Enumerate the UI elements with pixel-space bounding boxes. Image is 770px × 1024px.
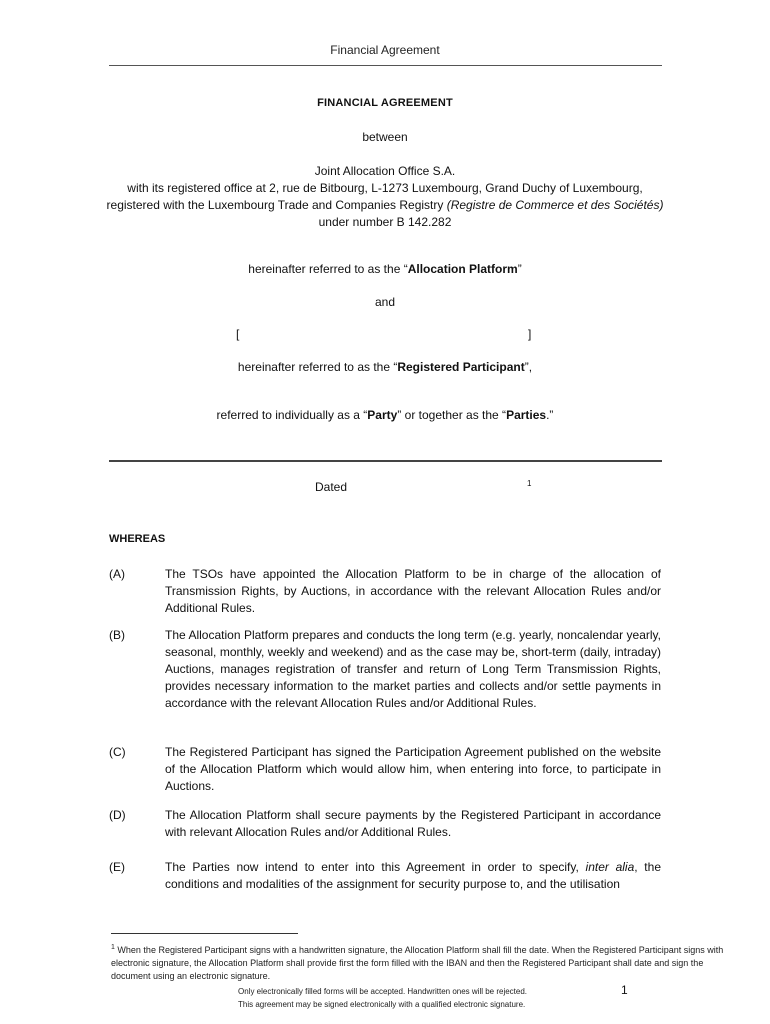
recital-b-text: The Allocation Platform prepares and conducts the long term (e.g. yearly, noncalendar yearly, seasonal, monthly, weekly and weekend) and as the case may be, short-term (daily, intraday) Auctions, manages registration of transfer and return of Long Term Transmission Rights, provides necessary information to the market parties and collects and/or settle payments in accordance with the relevant Allocation Rules and/or Additional Rules.: [165, 628, 661, 710]
dated-footnote-ref: 1: [527, 479, 532, 488]
page-footer: [238, 985, 598, 1011]
parties-parties: Parties: [506, 408, 547, 422]
dated-label: Dated: [315, 480, 348, 494]
recital-e-before: The Parties now intend to enter into this Agreement in order to specify,: [165, 860, 586, 874]
party2-referred-suffix: ”,: [524, 360, 533, 374]
footnote-rule: [111, 933, 298, 934]
document-title: FINANCIAL AGREEMENT: [317, 97, 453, 109]
party1-registry-italic: (Registre de Commerce et des Sociétés): [446, 198, 664, 212]
running-header: Financial Agreement: [330, 43, 440, 57]
parties-p2: ” or together as the “: [397, 408, 507, 422]
party2-referred-name: Registered Participant: [397, 360, 525, 374]
between-text: between: [362, 130, 408, 144]
party1-registry-number: under number B 142.282: [318, 215, 452, 229]
whereas-heading: WHEREAS: [109, 533, 166, 545]
recital-a-letter: (A): [109, 567, 125, 581]
footer-line2: This agreement may be signed electronically with a qualified electronic signature.: [238, 1000, 526, 1009]
section-rule: [109, 460, 662, 462]
recital-a-text: The TSOs have appointed the Allocation Platform to be in charge of the allocation of Transmission Rights, by Auctions, in accordance with the relevant Allocation Rules and/or Additional Rules.: [165, 567, 661, 615]
recital-e-letter: (E): [109, 860, 125, 874]
header-rule: [109, 65, 662, 66]
party1-name: Joint Allocation Office S.A.: [314, 164, 456, 178]
parties-party: Party: [367, 408, 398, 422]
party1-referred-suffix: ”: [517, 262, 522, 276]
party2-referred: [0, 359, 770, 376]
party2-bracket-close: ]: [528, 327, 532, 341]
recital-d-text: The Allocation Platform shall secure payments by the Registered Participant in accordance with relevant Allocation Rules and/or Additional Rules.: [165, 808, 661, 839]
parties-p1: referred to individually as a “: [216, 408, 368, 422]
parties-p3: .”: [546, 408, 554, 422]
party1-office: [100, 180, 670, 231]
party1-referred-name: Allocation Platform: [407, 262, 518, 276]
party2-bracket-open: [: [236, 327, 240, 341]
party1-office-text: with its registered office at 2, rue de Bitbourg, L-1273 Luxembourg, Grand Duchy of Luxembourg, registered with the Luxembourg Trade and Companies Registry: [106, 181, 643, 212]
recital-e-after: , the conditions and modalities of the assignment for security purpose to, and the utilisation: [165, 860, 661, 891]
recital-b-letter: (B): [109, 628, 125, 642]
recital-e-text: [165, 859, 661, 893]
party2-referred-prefix: hereinafter referred to as the “: [237, 360, 398, 374]
party1-referred-prefix: hereinafter referred to as the “: [248, 262, 408, 276]
footnote: [111, 941, 741, 983]
footnote-marker: 1: [111, 944, 115, 951]
footnote-text: When the Registered Participant signs with a handwritten signature, the Allocation Platform shall fill the date. When the Registered Participant signs with electronic signature, the Allocation Platform shall provide first the form filled with the IBAN and then the Registered Participant shall date and sign the document using an electronic signature.: [111, 945, 724, 981]
party1-referred: [0, 261, 770, 278]
footer-line1: Only electronically filled forms will be accepted. Handwritten ones will be rejected.: [238, 987, 528, 996]
recital-c-text: The Registered Participant has signed the Participation Agreement published on the website of the Allocation Platform which would allow him, when entering into force, to participate in Auctions.: [165, 745, 661, 793]
and-text: and: [374, 295, 396, 309]
page-number: 1: [621, 983, 628, 997]
recital-e-italic: inter alia: [585, 860, 635, 874]
recital-c-letter: (C): [109, 745, 126, 759]
parties-definition: [0, 407, 770, 424]
recital-d-letter: (D): [109, 808, 126, 822]
